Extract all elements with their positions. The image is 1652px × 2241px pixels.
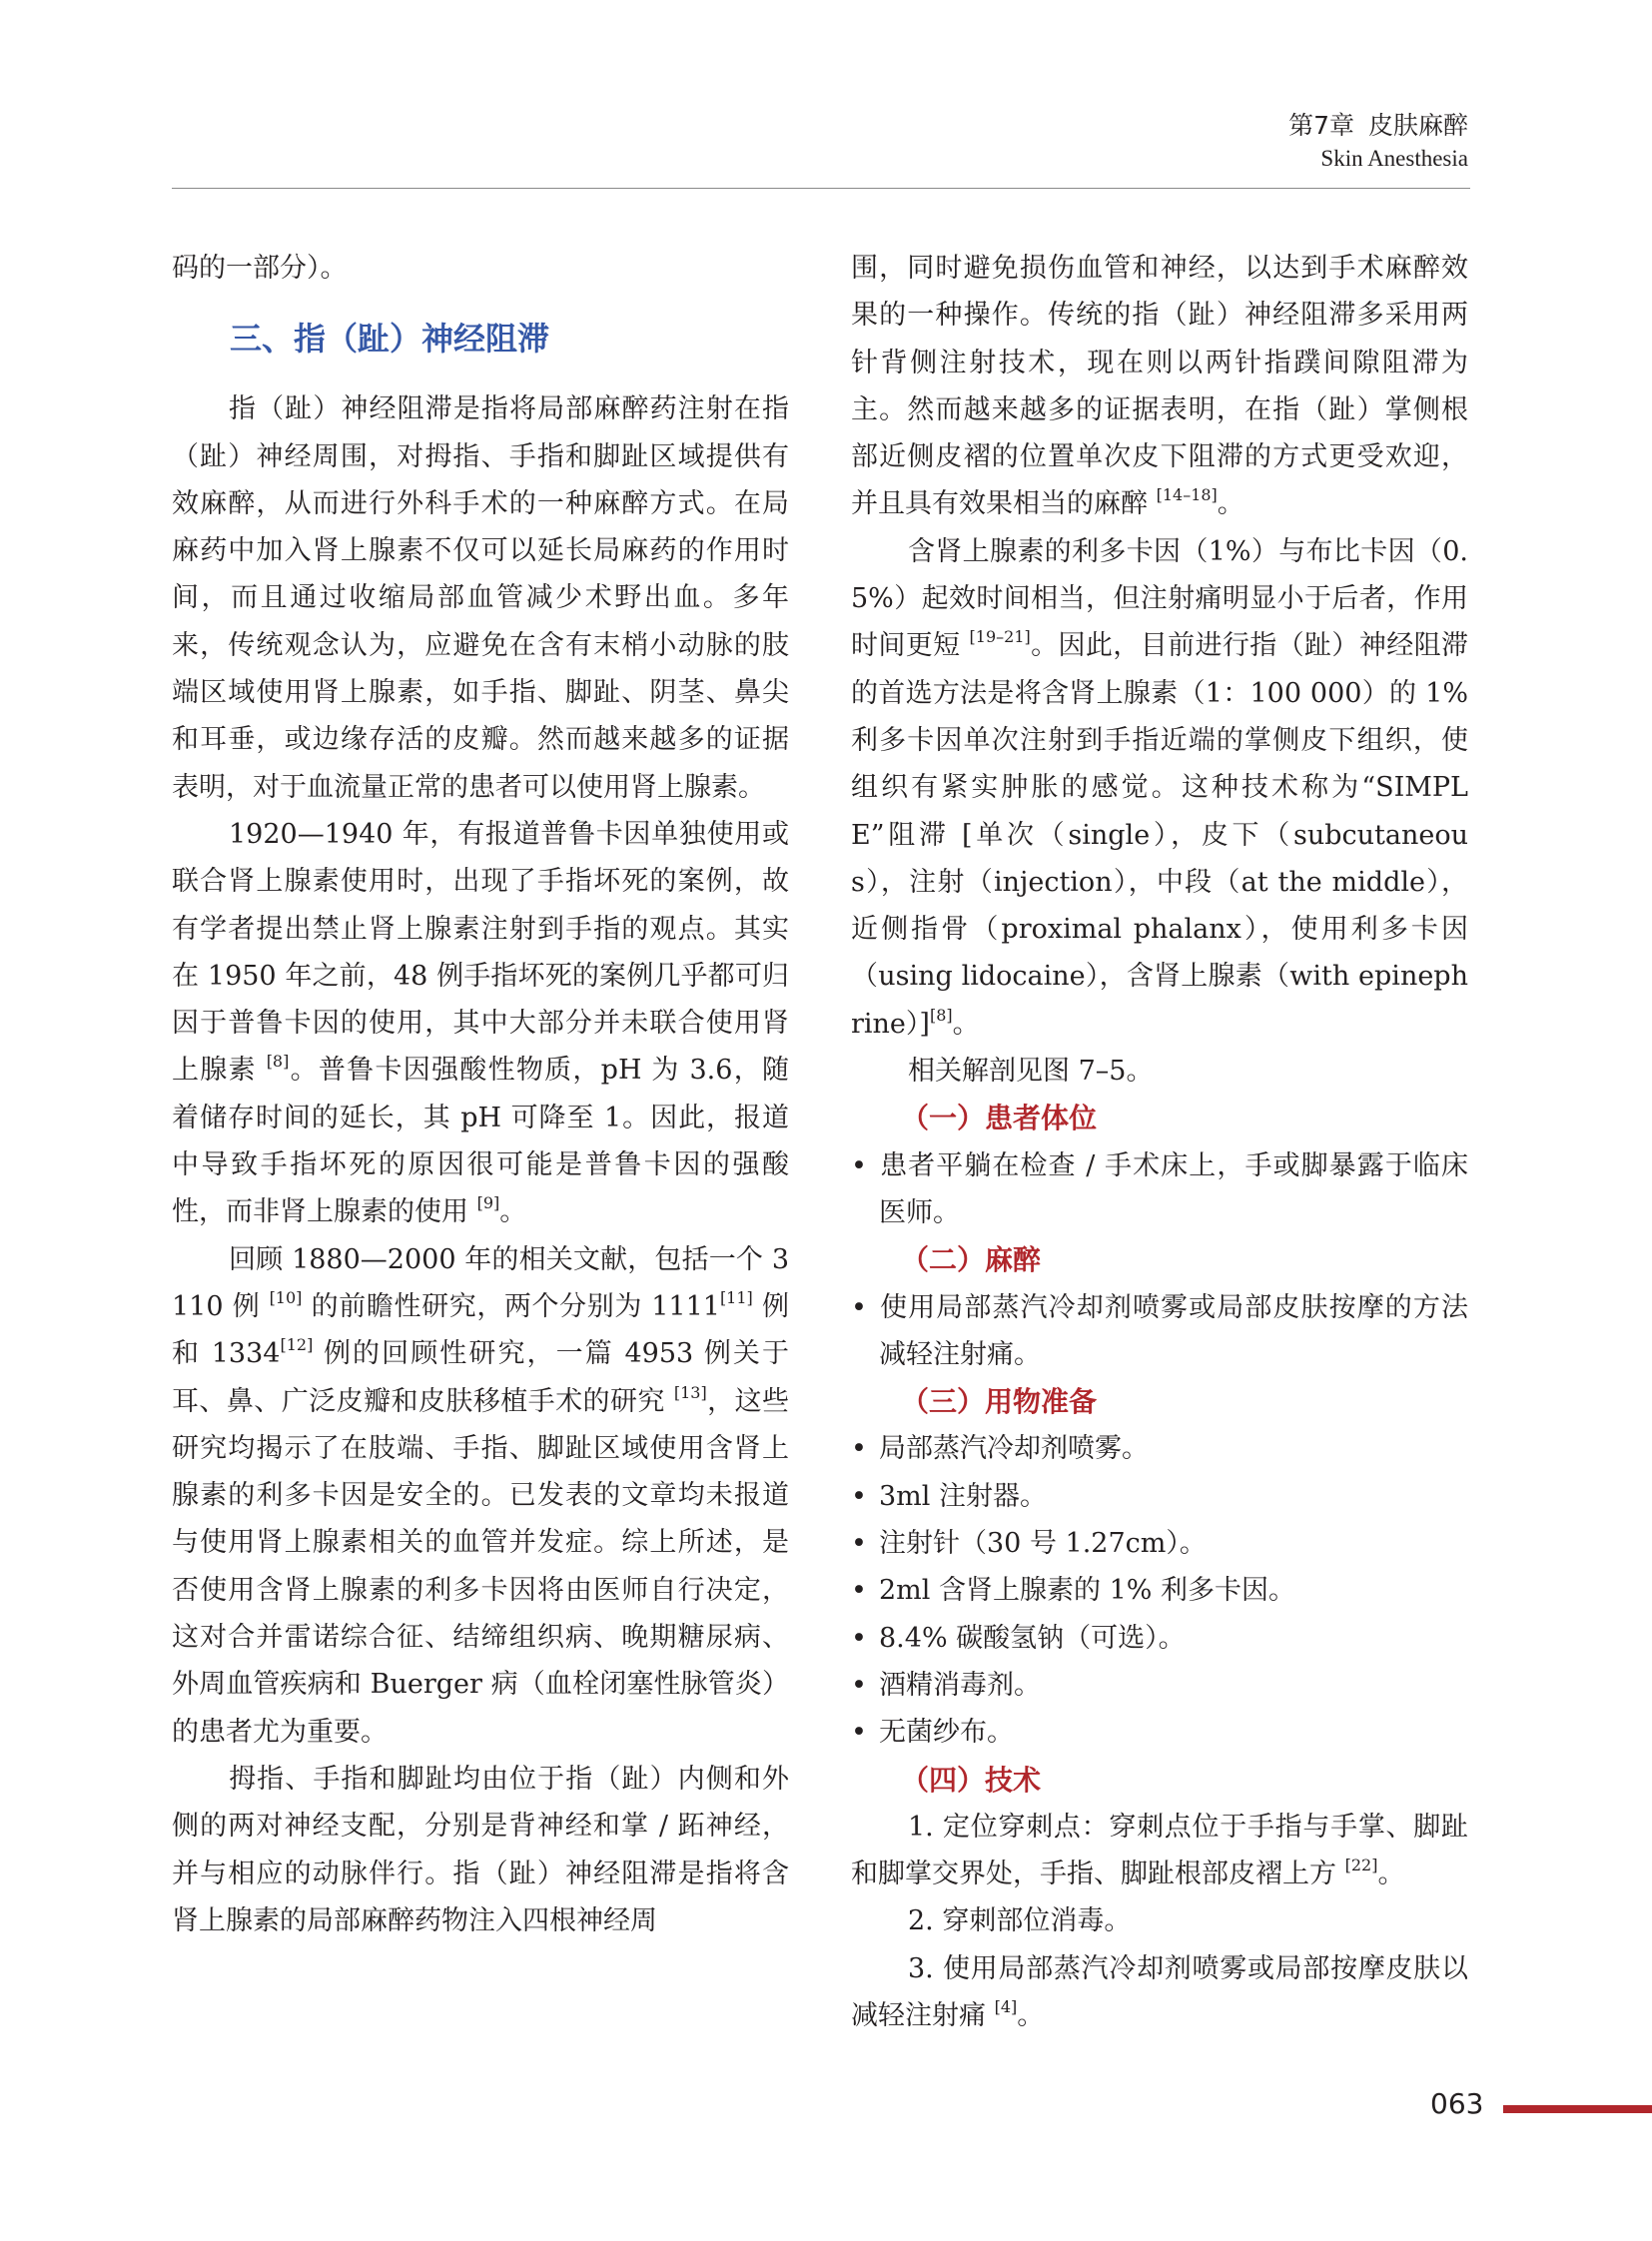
list-item: • 3ml 注射器。 <box>851 1473 1468 1520</box>
right-column <box>851 245 1468 2039</box>
paragraph-continued: 围，同时避免损伤血管和神经，以达到手术麻醉效果的一种操作。传统的指（趾）神经阻滞多采用两针背侧注射技术，现在则以两针指蹼间隙阻滞为主。然而越来越多的证据表明，在指（趾）掌侧根部近侧皮褶的位置单次皮下阻滞的方式更受欢迎，并且具有效果相当的麻醉 [14–18]。 <box>851 253 1468 520</box>
paragraph-literature: 回顾 1880—2000 年的相关文献，包括一个 3110 例 [10] 的前瞻性研究，两个分别为 1111[11] 例和 1334[12] 例的回顾性研究，一篇 4953 例关于耳、鼻、广泛皮瓣和皮肤移植手术的研究 [13]，这些研究均揭示了在肢端、手指、脚趾区域使用含肾上腺素的利多卡因是安全的。已发表的文章均未报道与使用肾上腺素相关的血管并发症。综上所述，是否使用含肾上腺素的利多卡因将由医师自行决定，这对合并雷诺综合征、结缔组织病、晚期糖尿病、外周血管疾病和 Buerger 病（血栓闭塞性脉管炎）的患者尤为重要。 <box>172 1243 789 1748</box>
bullet-icon: • <box>851 1433 867 1465</box>
paragraph-anatomy: 拇指、手指和脚趾均由位于指（趾）内侧和外侧的两对神经支配，分别是背神经和掌 / 跖神经，并与相应的动脉伴行。指（趾）神经阻滞是指将含肾上腺素的局部麻醉药物注入四根神经周 <box>172 1763 789 1936</box>
bullet-icon: • <box>851 1291 867 1323</box>
subheading-anesthesia: （二）麻醉 <box>901 1243 1042 1277</box>
section-heading: 三、指（趾）神经阻滞 <box>230 320 550 359</box>
citation: [19–21] <box>969 627 1031 647</box>
list-item: • 无菌纱布。 <box>851 1709 1468 1756</box>
citation: [13] <box>673 1382 707 1402</box>
citation: [11] <box>719 1287 753 1307</box>
bullet-icon: • <box>851 1669 867 1701</box>
running-header-english: Skin Anesthesia <box>1320 146 1468 171</box>
citation: [8] <box>266 1052 290 1072</box>
chapter-title: 皮肤麻醉 <box>1367 111 1468 140</box>
citation: [8] <box>929 1005 953 1025</box>
list-item: • 8.4% 碳酸氢钠（可选）。 <box>851 1615 1468 1662</box>
bullet-icon: • <box>851 1149 867 1181</box>
chapter-number: 第7章 <box>1288 111 1354 140</box>
citation: [14–18] <box>1156 485 1218 505</box>
list-item: • 使用局部蒸汽冷却剂喷雾或局部皮肤按摩的方法减轻注射痛。 <box>851 1284 1468 1379</box>
figure-reference: 相关解剖见图 7–5。 <box>908 1056 1154 1088</box>
subheading-patient-position: （一）患者体位 <box>901 1102 1098 1135</box>
citation: [22] <box>1344 1856 1378 1875</box>
technique-step-2: 2. 穿刺部位消毒。 <box>908 1905 1132 1937</box>
page-number: 063 <box>1430 2087 1484 2120</box>
list-item: • 患者平躺在检查 / 手术床上，手或脚暴露于临床医师。 <box>851 1142 1468 1237</box>
citation: [10] <box>269 1287 303 1307</box>
paragraph-comparison: 含肾上腺素的利多卡因（1%）与布比卡因（0.5%）起效时间相当，但注射痛明显小于后者，作用时间更短 [19–21]。因此，目前进行指（趾）神经阻滞的首选方法是将含肾上腺素（1：100 000）的 1% 利多卡因单次注射到手指近端的掌侧皮下组织，使组织有紧实肿胀的感觉。这种技术称为“SIMPLE”阻滞 [单次（single），皮下（subcutaneous），注射（injection），中段（at the middle），近侧指骨（proximal phalanx），使用利多卡因（using lidocaine），含肾上腺素（with epinephrine）][8]。 <box>851 535 1468 1040</box>
bullet-icon: • <box>851 1717 867 1749</box>
paragraph-history: 1920—1940 年，有报道普鲁卡因单独使用或联合肾上腺素使用时，出现了手指坏死的案例，故有学者提出禁止肾上腺素注射到手指的观点。其实在 1950 年之前，48 例手指坏死的案例几乎都可归因于普鲁卡因的使用，其中大部分并未联合使用肾上腺素 [8]。普鲁卡因强酸性物质，pH 为 3.6，随着储存时间的延长，其 pH 可降至 1。因此，报道中导致手指坏死的原因很可能是普鲁卡因的强酸性，而非肾上腺素的使用 [9]。 <box>172 818 789 1228</box>
list-item: • 酒精消毒剂。 <box>851 1662 1468 1709</box>
left-column <box>172 245 789 1944</box>
paragraph-intro: 指（趾）神经阻滞是指将局部麻醉药注射在指（趾）神经周围，对拇指、手指和脚趾区域提供有效麻醉，从而进行外科手术的一种麻醉方式。在局麻药中加入肾上腺素不仅可以延长局麻药的作用时间，而且通过收缩局部血管减少术野出血。多年来，传统观念认为，应避免在含有末梢小动脉的肢端区域使用肾上腺素，如手指、脚趾、阴茎、鼻尖和耳垂，或边缘存活的皮瓣。然而越来越多的证据表明，对于血流量正常的患者可以使用肾上腺素。 <box>172 393 789 803</box>
technique-step-1: 1. 定位穿刺点：穿刺点位于手指与手掌、脚趾和脚掌交界处，手指、脚趾根部皮褶上方 [22]。 <box>851 1811 1468 1890</box>
bullet-icon: • <box>851 1480 867 1512</box>
subheading-technique: （四）技术 <box>901 1763 1042 1797</box>
list-item: • 局部蒸汽冷却剂喷雾。 <box>851 1425 1468 1472</box>
subheading-supplies: （三）用物准备 <box>901 1385 1098 1419</box>
continuation-paragraph: 码的一部分）。 <box>172 253 348 284</box>
citation: [9] <box>476 1193 500 1213</box>
technique-step-3: 3. 使用局部蒸汽冷却剂喷雾或局部按摩皮肤以减轻注射痛 [4]。 <box>851 1952 1468 2031</box>
header-rule <box>172 188 1470 189</box>
citation: [4] <box>994 1996 1018 2016</box>
citation: [12] <box>280 1335 314 1355</box>
bullet-icon: • <box>851 1622 867 1654</box>
running-header-chapter <box>1288 106 1468 142</box>
bullet-icon: • <box>851 1528 867 1560</box>
list-item: • 2ml 含肾上腺素的 1% 利多卡因。 <box>851 1567 1468 1614</box>
list-item: • 注射针（30 号 1.27cm）。 <box>851 1520 1468 1567</box>
page-number-bar <box>1503 2105 1652 2113</box>
bullet-icon: • <box>851 1575 867 1607</box>
